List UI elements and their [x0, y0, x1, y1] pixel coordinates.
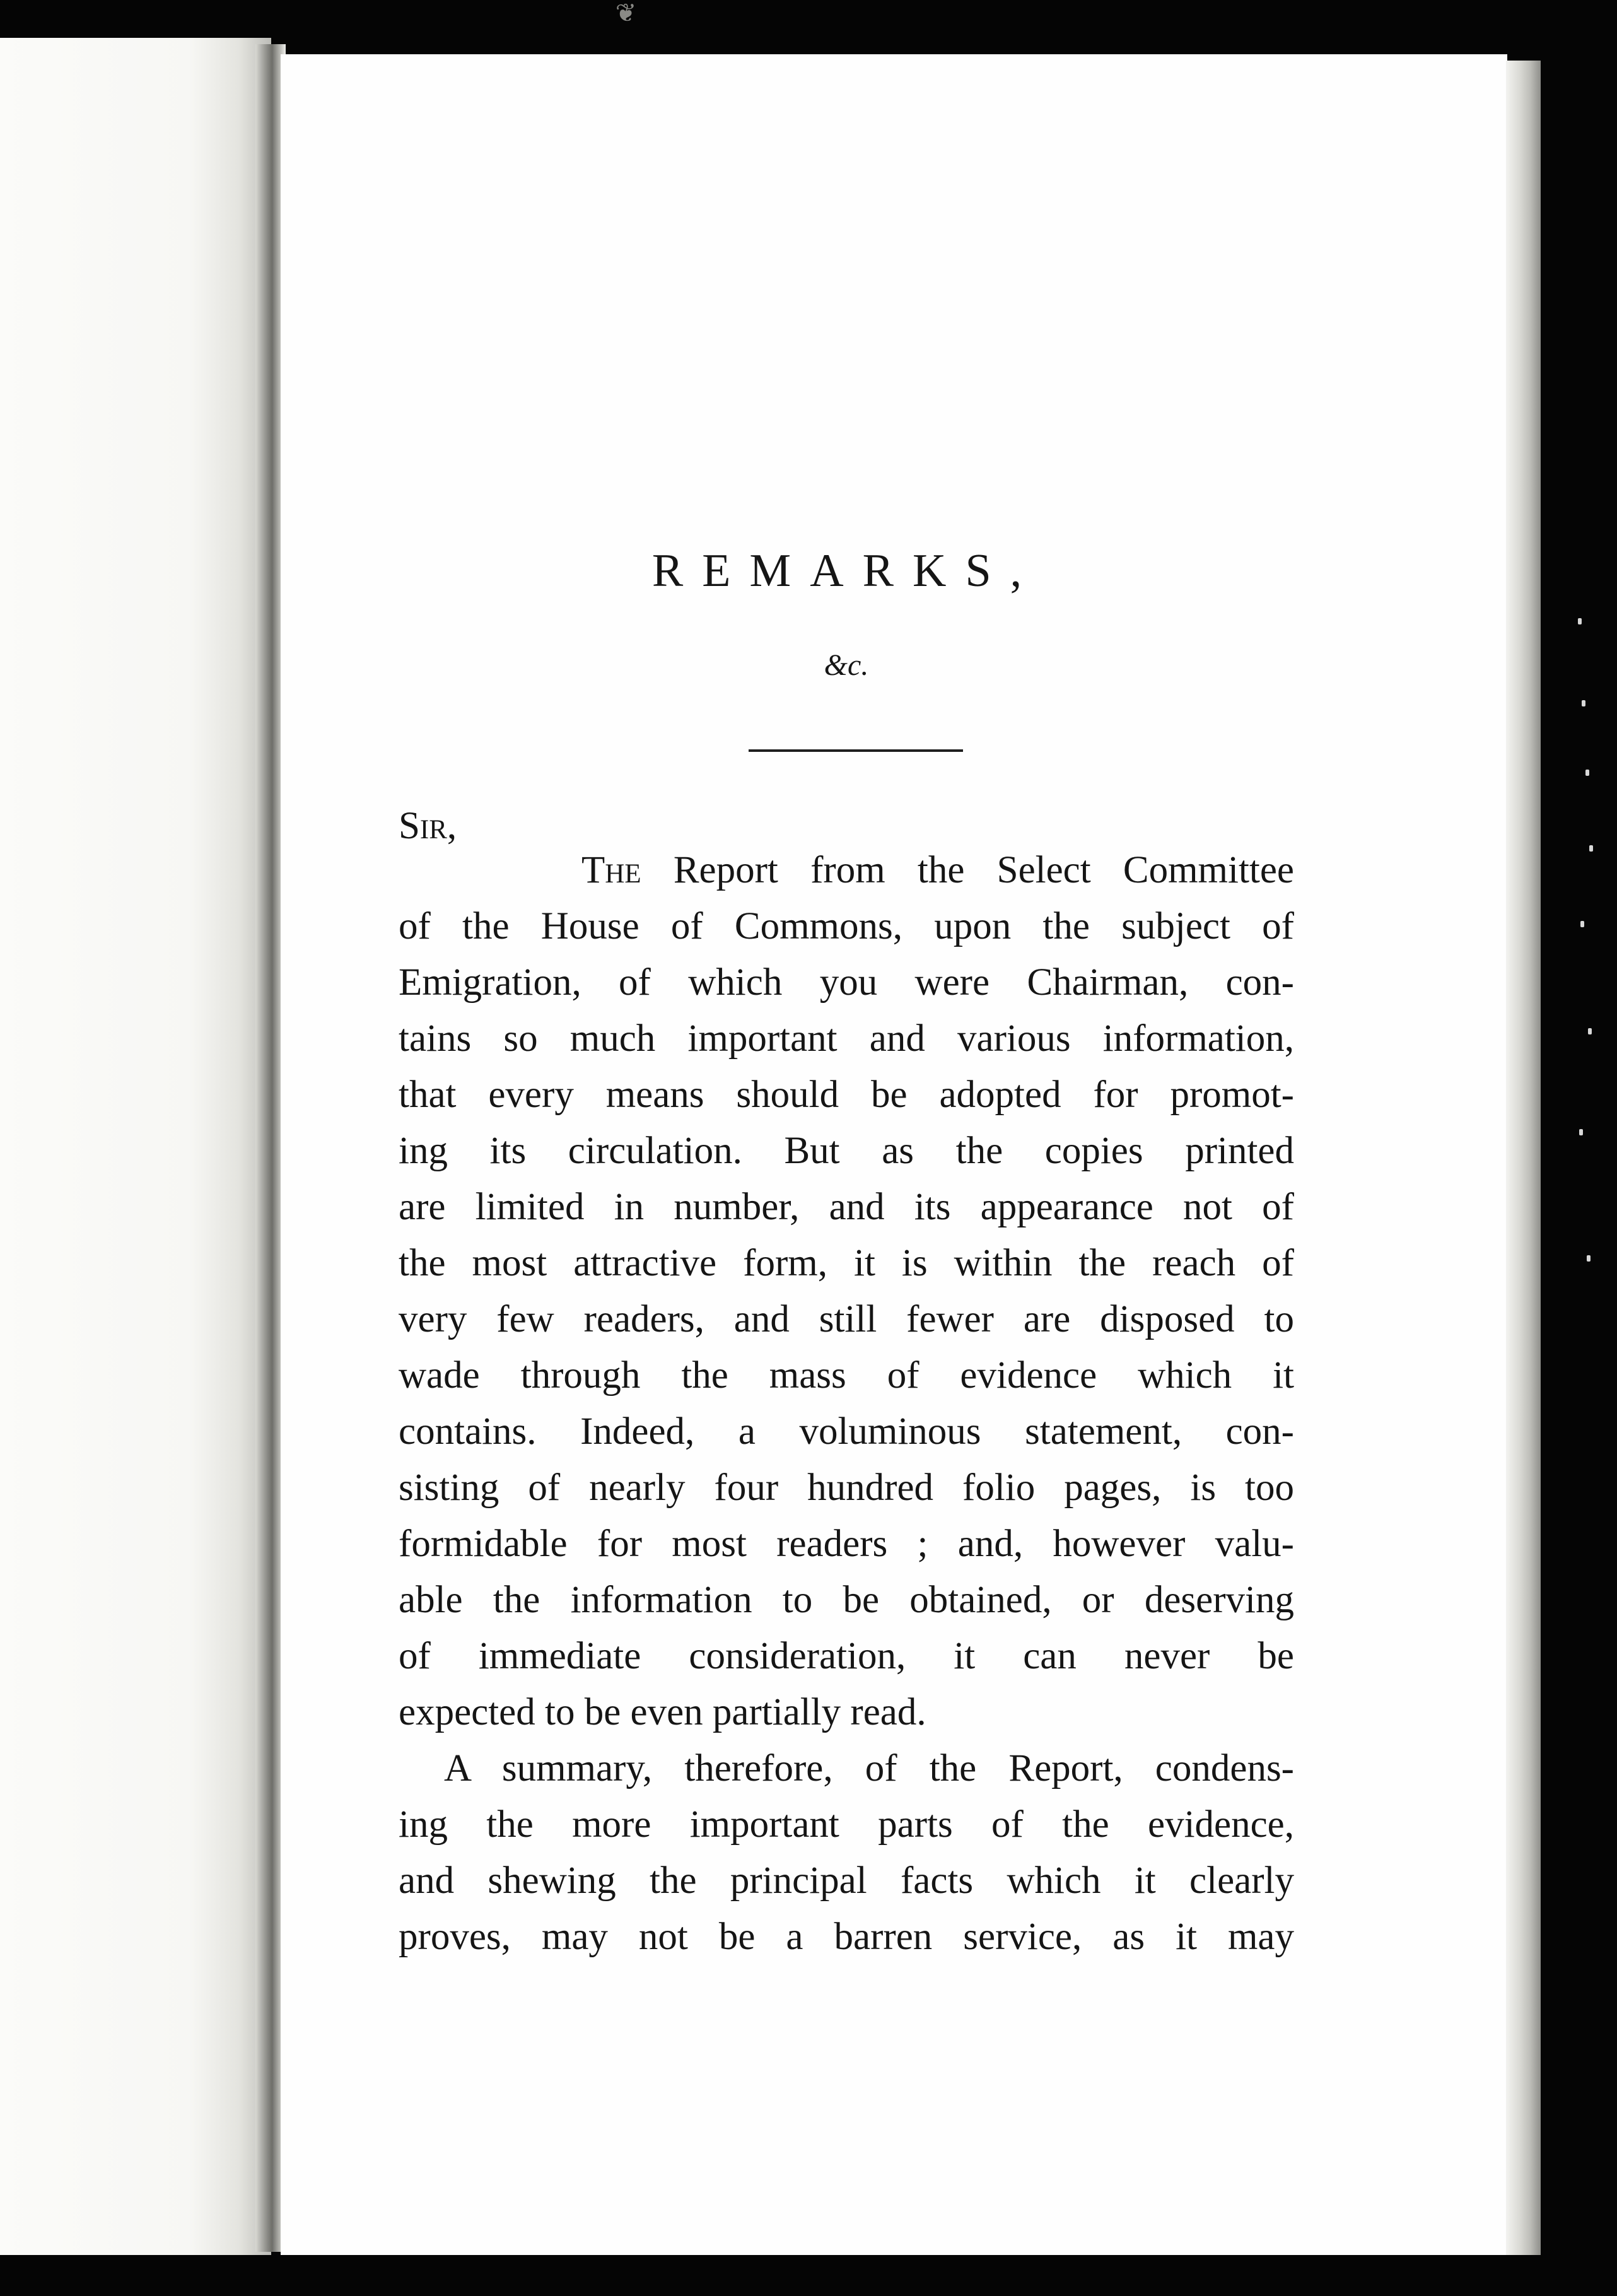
top-ornament-fragment: ❦ [615, 0, 637, 28]
paragraph-1-line: wade through the mass of evidence which it [399, 1354, 1294, 1397]
page-title: REMARKS, [651, 545, 1041, 597]
body-text [399, 842, 1294, 1965]
paragraph-1-line: ing its circulation. But as the copies printed [399, 1130, 1294, 1172]
paragraph-1-line: sisting of nearly four hundred folio pages, is too [399, 1467, 1294, 1509]
speck [1589, 845, 1593, 852]
speck [1580, 921, 1584, 927]
speck [1585, 770, 1589, 776]
paragraph-1-line: are limited in number, and its appearance not of [399, 1186, 1294, 1228]
left-page [0, 38, 271, 2271]
speck [1578, 618, 1582, 624]
paragraph-1-line: able the information to be obtained, or deserving [399, 1579, 1294, 1621]
speck [1588, 1028, 1592, 1034]
speck [1582, 700, 1585, 706]
salutation: Sir, [399, 805, 457, 847]
paragraph-2-line: A summary, therefore, of the Report, condens- [444, 1747, 1294, 1789]
speck [1587, 1255, 1591, 1262]
paragraph-1-line: contains. Indeed, a voluminous statement, con- [399, 1410, 1294, 1453]
paragraph-1-line: that every means should be adopted for promot- [399, 1074, 1294, 1116]
paragraph-1-line: formidable for most readers ; and, however valu- [399, 1523, 1294, 1565]
paragraph-1-line: tains so much important and various information, [399, 1017, 1294, 1060]
lead-word: The [581, 849, 641, 891]
bottom-shadow [0, 2255, 1617, 2296]
paragraph-1-line: the most attractive form, it is within the reach of [399, 1242, 1294, 1284]
paragraph-1-line: expected to be even partially read. [399, 1691, 926, 1733]
paragraph-2-line: proves, may not be a barren service, as it may [399, 1916, 1294, 1958]
paragraph-1-line: very few readers, and still fewer are disposed to [399, 1298, 1294, 1340]
speck [1579, 1129, 1583, 1135]
paragraph-1-line: of immediate consideration, it can never be [399, 1635, 1294, 1677]
paragraph-1-line: of the House of Commons, upon the subject of [399, 905, 1294, 947]
page-edge [1506, 61, 1541, 2256]
first-line-rest: Report from the Select Committee [641, 849, 1294, 891]
paragraph-2-line: and shewing the principal facts which it clearly [399, 1860, 1294, 1902]
page-subtitle: &c. [824, 648, 869, 682]
edge-specks [1577, 599, 1602, 1545]
paragraph-2-line: ing the more important parts of the evidence, [399, 1803, 1294, 1846]
section-rule [749, 749, 963, 752]
paragraph-1-line: Emigration, of which you were Chairman, con- [399, 961, 1294, 1004]
paragraph-1-line-1 [399, 842, 1294, 898]
